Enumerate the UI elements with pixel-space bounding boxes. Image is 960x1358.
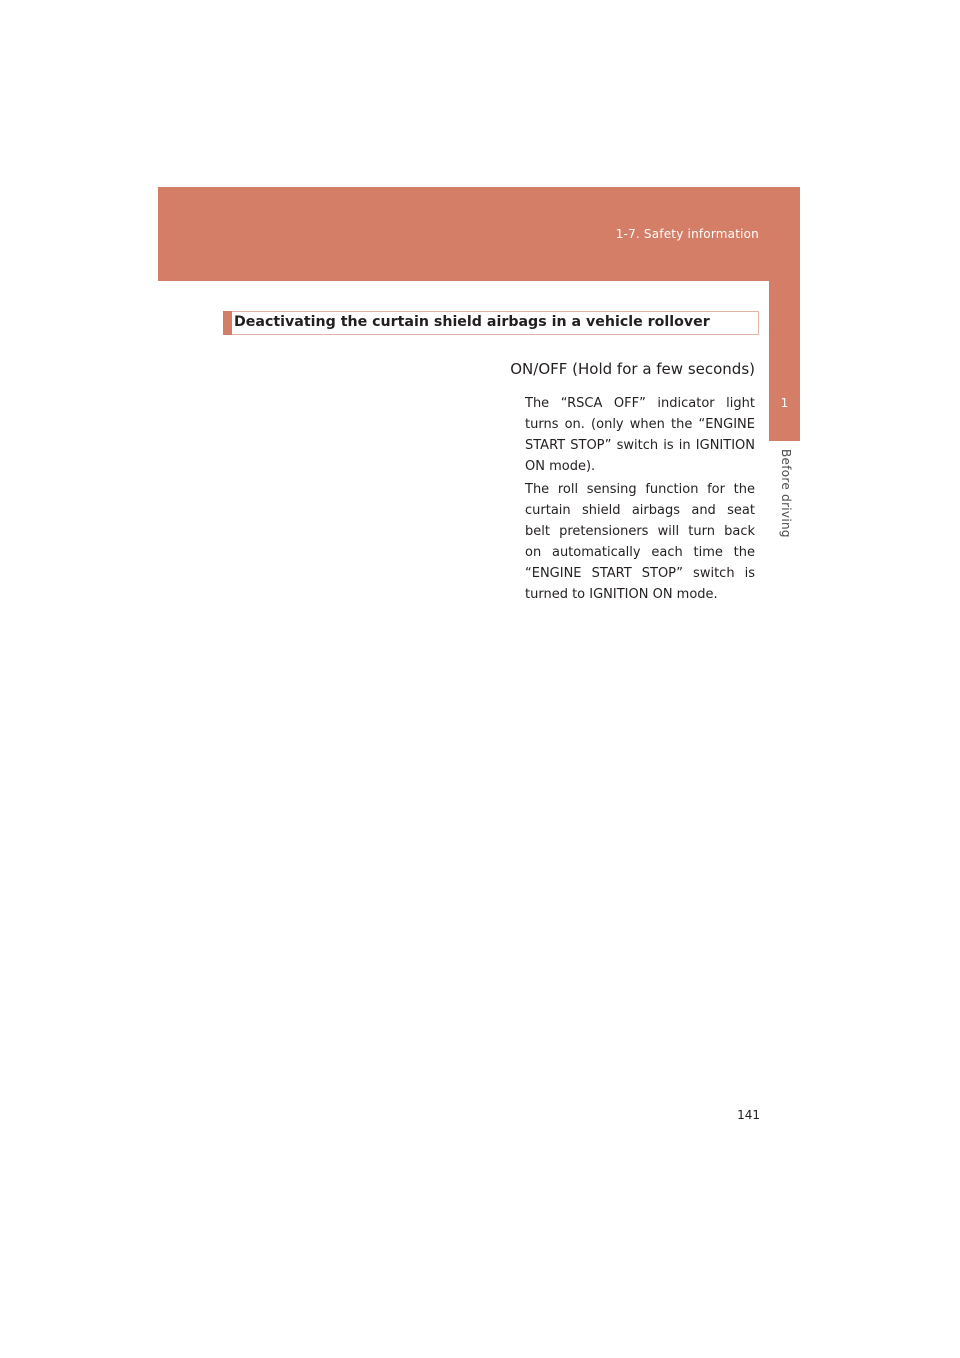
heading-accent-bar <box>223 311 232 335</box>
chapter-label-container <box>769 449 800 569</box>
section-heading: Deactivating the curtain shield airbags in a vehicle rollover <box>234 314 710 330</box>
paragraph-roll-sensing: The roll sensing function for the curtain shield airbags and seat belt pretensioners will turn back on automatically each time the “ENGINE START STOP” switch is turned to IGNITION ON mode. <box>525 482 755 602</box>
chapter-number: 1 <box>780 396 789 410</box>
section-heading-box <box>223 311 759 335</box>
header-band <box>158 187 800 281</box>
chapter-tab <box>769 281 800 441</box>
onoff-subheading: ON/OFF (Hold for a few seconds) <box>510 360 755 378</box>
paragraph-indicator: The “RSCA OFF” indicator light turns on. (only when the “ENGINE START STOP” switch is in IGNITION ON mode). <box>525 396 755 474</box>
section-title: 1-7. Safety information <box>615 227 759 241</box>
chapter-label: Before driving <box>778 449 793 538</box>
page-number: 141 <box>737 1108 760 1122</box>
